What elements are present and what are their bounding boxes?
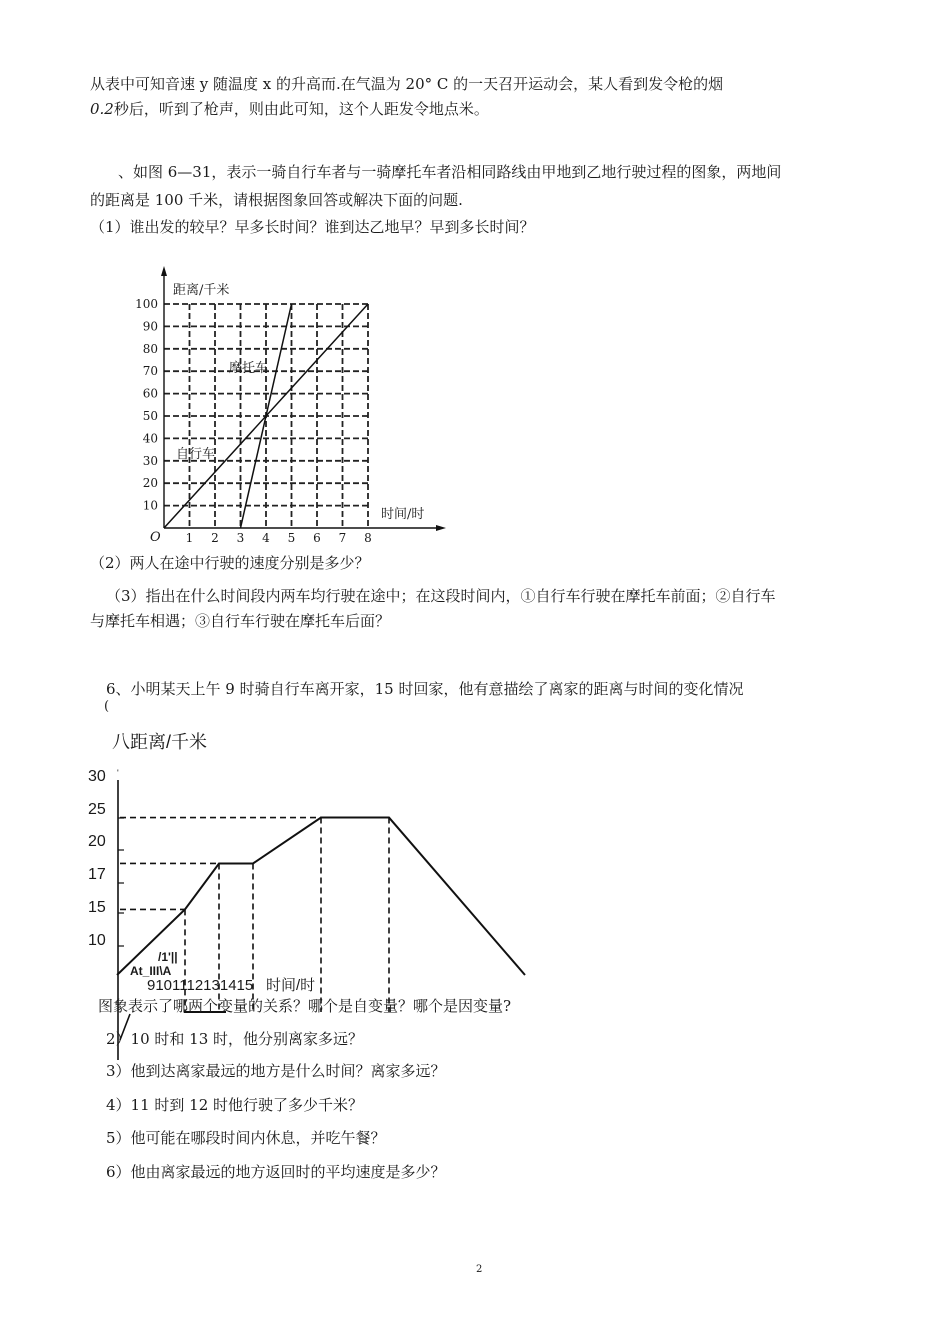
question-6-sub-2: 2）10 时和 13 时，他分别离家多远？ <box>106 1030 364 1048</box>
question-5-sub-1: （1）谁出发的较早？早多长时间？谁到达乙地早？早到多长时间？ <box>90 218 535 236</box>
y-tick-label: 25 <box>88 801 106 818</box>
question-5-sub-2: （2）两人在途中行驶的速度分别是多少？ <box>90 554 370 572</box>
y-tick-label: 80 <box>142 341 158 356</box>
x-axis-label: 时间/时 <box>381 507 425 522</box>
question-6-sub-1: 图象表示了哪两个变量的关系？哪个是自变量？哪个是因变量? <box>98 997 512 1015</box>
x-tick-label: 8 <box>364 531 372 545</box>
y-axis-label: 八距离/千米 <box>112 732 208 752</box>
y-tick-label: 100 <box>135 297 158 311</box>
y-axis-arrow-icon: ' <box>117 768 119 778</box>
x-tick-label: 4 <box>262 531 270 545</box>
question-5-sub-3: 与摩托车相遇；③自行车行驶在摩托车后面？ <box>90 612 391 630</box>
paragraph-line: 从表中可知音速 y 随温度 x 的升高而.在气温为 20° C 的一天召开运动会，某人看到发令枪的烟 <box>90 75 724 93</box>
text-span: 秒后，听到了枪声，则由此可知，这个人距发令地点米。 <box>113 100 489 118</box>
x-tick-label: 1 <box>185 531 194 545</box>
x-tick-label: 7 <box>338 531 347 545</box>
y-tick-label: 15 <box>88 899 106 916</box>
paren-fragment: ( <box>104 699 110 714</box>
question-6-sub-3: 3）他到达离家最远的地方是什么时间？离家多远？ <box>106 1062 446 1080</box>
y-tick-label: 60 <box>142 386 158 401</box>
y-tick-label: 10 <box>88 932 106 949</box>
page-number: 2 <box>476 1264 483 1275</box>
question-6-line: 6、小明某天上午 9 时骑自行车离开家，15 时回家，他有意描绘了离家的距离与时间的变化情况 <box>106 680 744 698</box>
y-tick-label: 50 <box>142 409 158 423</box>
series-label-bicycle: 自行车 <box>176 447 216 462</box>
question-6-sub-6: 6）他由离家最远的地方返回时的平均速度是多少？ <box>106 1163 446 1181</box>
x-tick-label: 2 <box>211 531 219 545</box>
number: 0.2 <box>90 100 114 118</box>
y-tick-label: 30 <box>142 453 158 468</box>
ocr-artifact-label: /1'|| <box>158 950 178 964</box>
x-tick-label: 5 <box>287 531 296 545</box>
x-axis-label: 时间/时 <box>266 977 316 994</box>
y-tick-label: 20 <box>142 476 158 491</box>
ocr-artifact-label: At_III\A <box>130 964 172 978</box>
question-5-line: 的距离是 100 千米，请根据图象回答或解决下面的问题. <box>90 191 463 209</box>
y-tick-label: 70 <box>142 364 158 379</box>
question-6-sub-4: 4）11 时到 12 时他行驶了多少千米？ <box>106 1096 364 1114</box>
y-tick-label: 40 <box>142 431 158 446</box>
y-tick-label: 10 <box>142 498 158 513</box>
x-tick-labels: 9101112131415 <box>147 977 254 994</box>
question-5-line: 、如图 6—31，表示一骑自行车者与一骑摩托车者沿相同路线由甲地到乙地行驶过程的图象，两地间 <box>118 163 782 181</box>
origin-label: O <box>150 530 161 545</box>
x-tick-label: 6 <box>313 531 321 545</box>
y-tick-label: 90 <box>142 319 158 334</box>
x-tick-label: 3 <box>236 531 245 545</box>
series-label-motorcycle: 摩托车 <box>229 361 269 376</box>
question-5-sub-3: （3）指出在什么时间段内两车均行驶在途中；在这段时间内，①自行车行驶在摩托车前面；②自行车 <box>106 587 776 605</box>
y-tick-label: 30 <box>88 768 106 785</box>
y-tick-label: 20 <box>88 833 106 850</box>
y-tick-label: 17 <box>88 866 106 883</box>
question-6-sub-5: 5）他可能在哪段时间内休息，并吃午餐？ <box>106 1129 386 1147</box>
y-axis-label: 距离/千米 <box>173 283 230 298</box>
